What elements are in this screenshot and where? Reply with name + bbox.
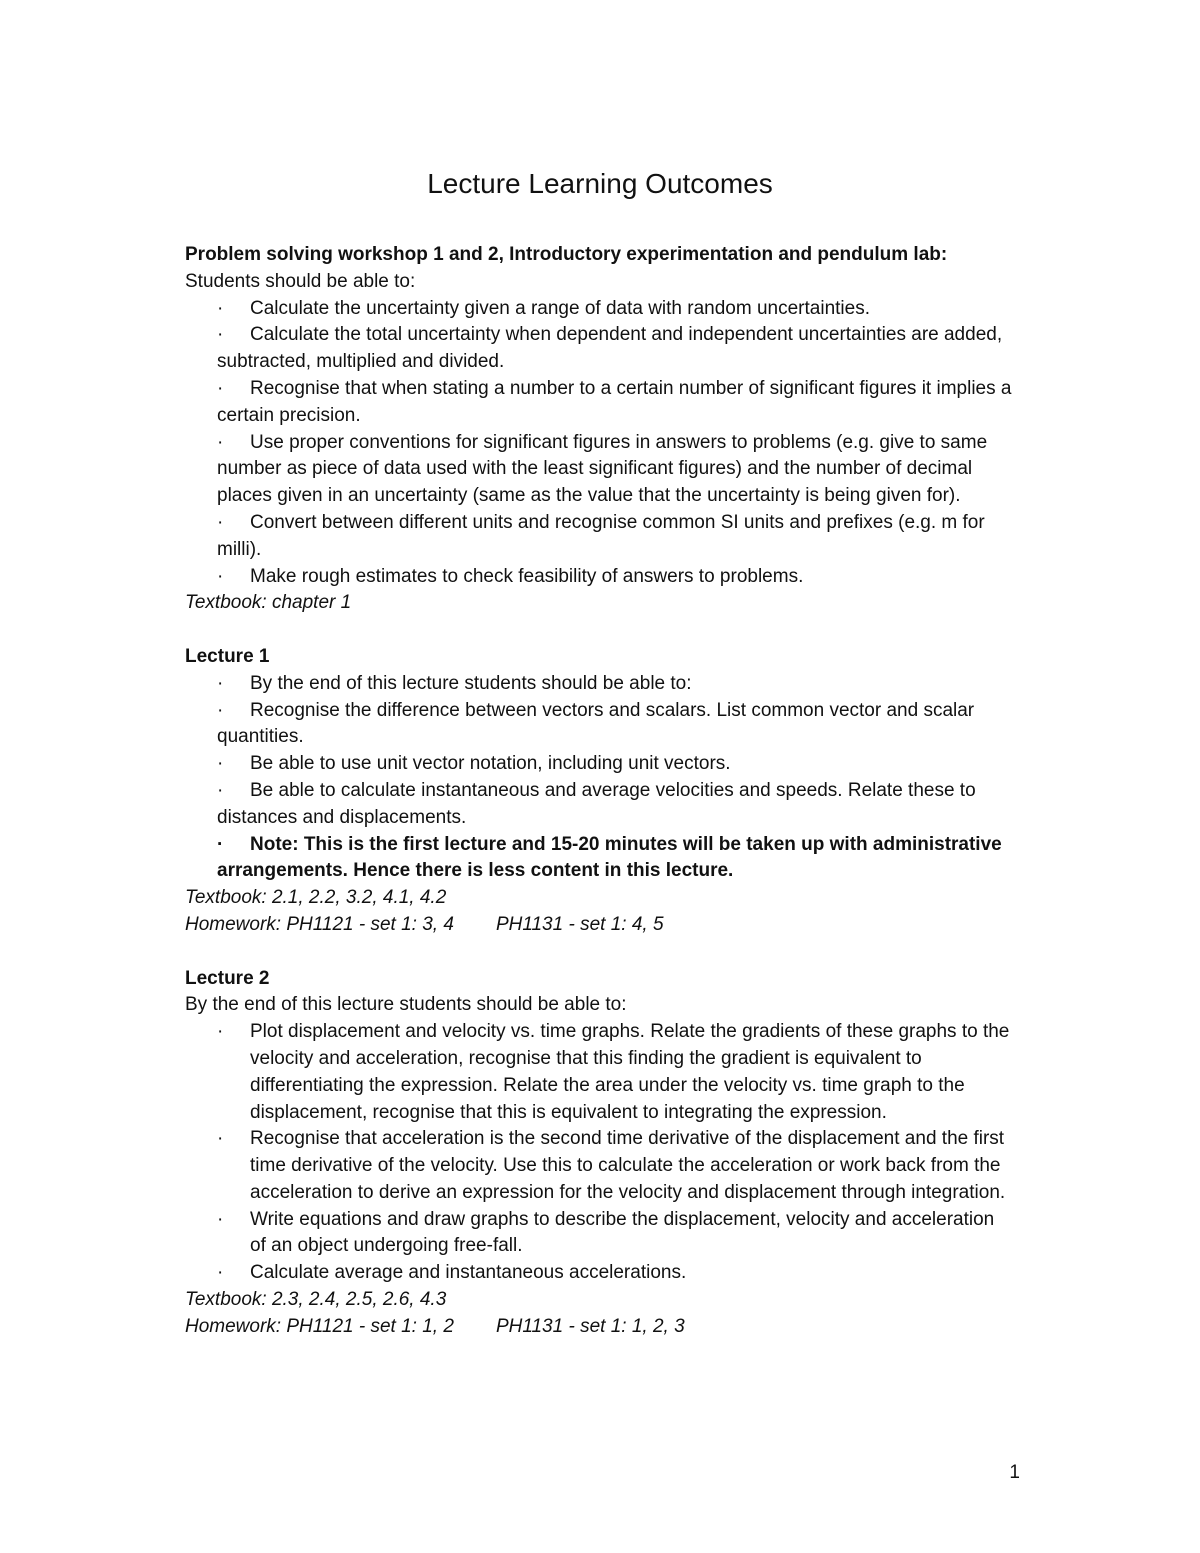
lecture-2-intro: By the end of this lecture students should be able to: [185, 994, 627, 1016]
bullet-icon: · [217, 833, 224, 855]
bullet-icon: · [217, 1262, 224, 1284]
bullet-icon: · [217, 672, 224, 694]
list-item-text: Recognise that when stating a number to a certain number of significant figures it implies a certain precision. [217, 377, 1012, 426]
bullet-icon: · [217, 511, 224, 533]
bullet-icon: · [217, 699, 224, 721]
page-title: Lecture Learning Outcomes [427, 168, 773, 199]
lecture-2-textbook: Textbook: 2.3, 2.4, 2.5, 2.6, 4.3 [185, 1289, 447, 1311]
list-item [185, 1260, 1015, 1287]
note-text: Note: This is the first lecture and 15-20 minutes will be taken up with administrative arrangements. Hence there is less content in this lecture. [217, 833, 1002, 882]
section-spacer [185, 617, 1015, 644]
bullet-icon: · [217, 297, 224, 319]
list-item-text: Write equations and draw graphs to describe the displacement, velocity and acceleration of an object undergoing free-fall. [250, 1208, 995, 1257]
lecture-1-textbook: Textbook: 2.1, 2.2, 3.2, 4.1, 4.2 [185, 887, 447, 909]
bullet-icon: · [217, 753, 224, 775]
homework-ph1131: PH1131 - set 1: 1, 2, 3 [495, 1315, 685, 1337]
bullet-icon: · [217, 377, 224, 399]
list-item [185, 322, 1015, 376]
workshop-heading: Problem solving workshop 1 and 2, Introductory experimentation and pendulum lab: [185, 244, 948, 265]
bullet-icon: · [217, 324, 224, 346]
workshop-textbook: Textbook: chapter 1 [185, 592, 352, 614]
list-item-text: Calculate average and instantaneous accelerations. [250, 1262, 687, 1284]
list-item [185, 778, 1015, 832]
list-item-text: Convert between different units and recognise common SI units and prefixes (e.g. m for milli). [217, 511, 985, 560]
list-item [185, 564, 1015, 591]
lecture-2-homework [185, 1314, 1015, 1341]
list-item-text: Plot displacement and velocity vs. time graphs. Relate the gradients of these graphs to the velocity and acceleration, recognise that this finding the gradient is equivalent to differentiating the expression. Relate the area under the velocity vs. time graph to the displacement, recognise that this is equivalent to integrating the expression. [250, 1021, 1010, 1123]
list-item [185, 1019, 1015, 1126]
list-item [185, 1126, 1015, 1206]
homework-ph1131: PH1131 - set 1: 4, 5 [495, 913, 664, 935]
list-item-text: Be able to calculate instantaneous and average velocities and speeds. Relate these to distances and displacements. [217, 779, 976, 828]
list-item [185, 671, 1015, 698]
bullet-icon: · [217, 431, 224, 453]
workshop-intro: Students should be able to: [185, 270, 416, 292]
list-item [185, 1207, 1015, 1261]
list-item [185, 430, 1015, 510]
list-item [185, 376, 1015, 430]
bullet-icon: · [217, 1208, 224, 1230]
lecture-1-heading: Lecture 1 [185, 645, 270, 667]
list-item-text: Calculate the total uncertainty when dependent and independent uncertainties are added, subtracted, multiplied and divided. [217, 324, 1003, 373]
bullet-icon: · [217, 1128, 224, 1150]
list-item-text: By the end of this lecture students should be able to: [250, 672, 692, 694]
page-number: 1 [1009, 1462, 1020, 1483]
lecture-2-section [185, 966, 1015, 1341]
list-item-text: Be able to use unit vector notation, including unit vectors. [250, 753, 731, 775]
homework-ph1121: Homework: PH1121 - set 1: 1, 2 [185, 1315, 454, 1337]
lecture-2-heading: Lecture 2 [185, 967, 270, 989]
list-item [185, 510, 1015, 564]
lecture-1-homework [185, 912, 1015, 939]
section-spacer [185, 939, 1015, 966]
list-item [185, 296, 1015, 323]
list-item-text: Calculate the uncertainty given a range of data with random uncertainties. [250, 297, 870, 319]
lecture-1-note [185, 832, 1015, 886]
list-item-text: Recognise that acceleration is the second time derivative of the displacement and the first time derivative of the velocity. Use this to calculate the acceleration or work back from the acceleration to derive an expression for the velocity and displacement through integration. [250, 1128, 1006, 1203]
document-body [185, 242, 1015, 1341]
list-item-text: Use proper conventions for significant figures in answers to problems (e.g. give to same number as piece of data used with the least significant figures) and the number of decimal places given in an uncertainty (same as the value that the uncertainty is being given for). [217, 431, 988, 507]
bullet-icon: · [217, 779, 224, 801]
lecture-1-section [185, 644, 1015, 939]
list-item [185, 698, 1015, 752]
bullet-icon: · [217, 565, 224, 587]
homework-ph1121: Homework: PH1121 - set 1: 3, 4 [185, 913, 454, 935]
bullet-icon: · [217, 1021, 224, 1043]
list-item [185, 751, 1015, 778]
list-item-text: Make rough estimates to check feasibility of answers to problems. [250, 565, 804, 587]
workshop-section [185, 242, 1015, 617]
list-item-text: Recognise the difference between vectors and scalars. List common vector and scalar quantities. [217, 699, 975, 748]
